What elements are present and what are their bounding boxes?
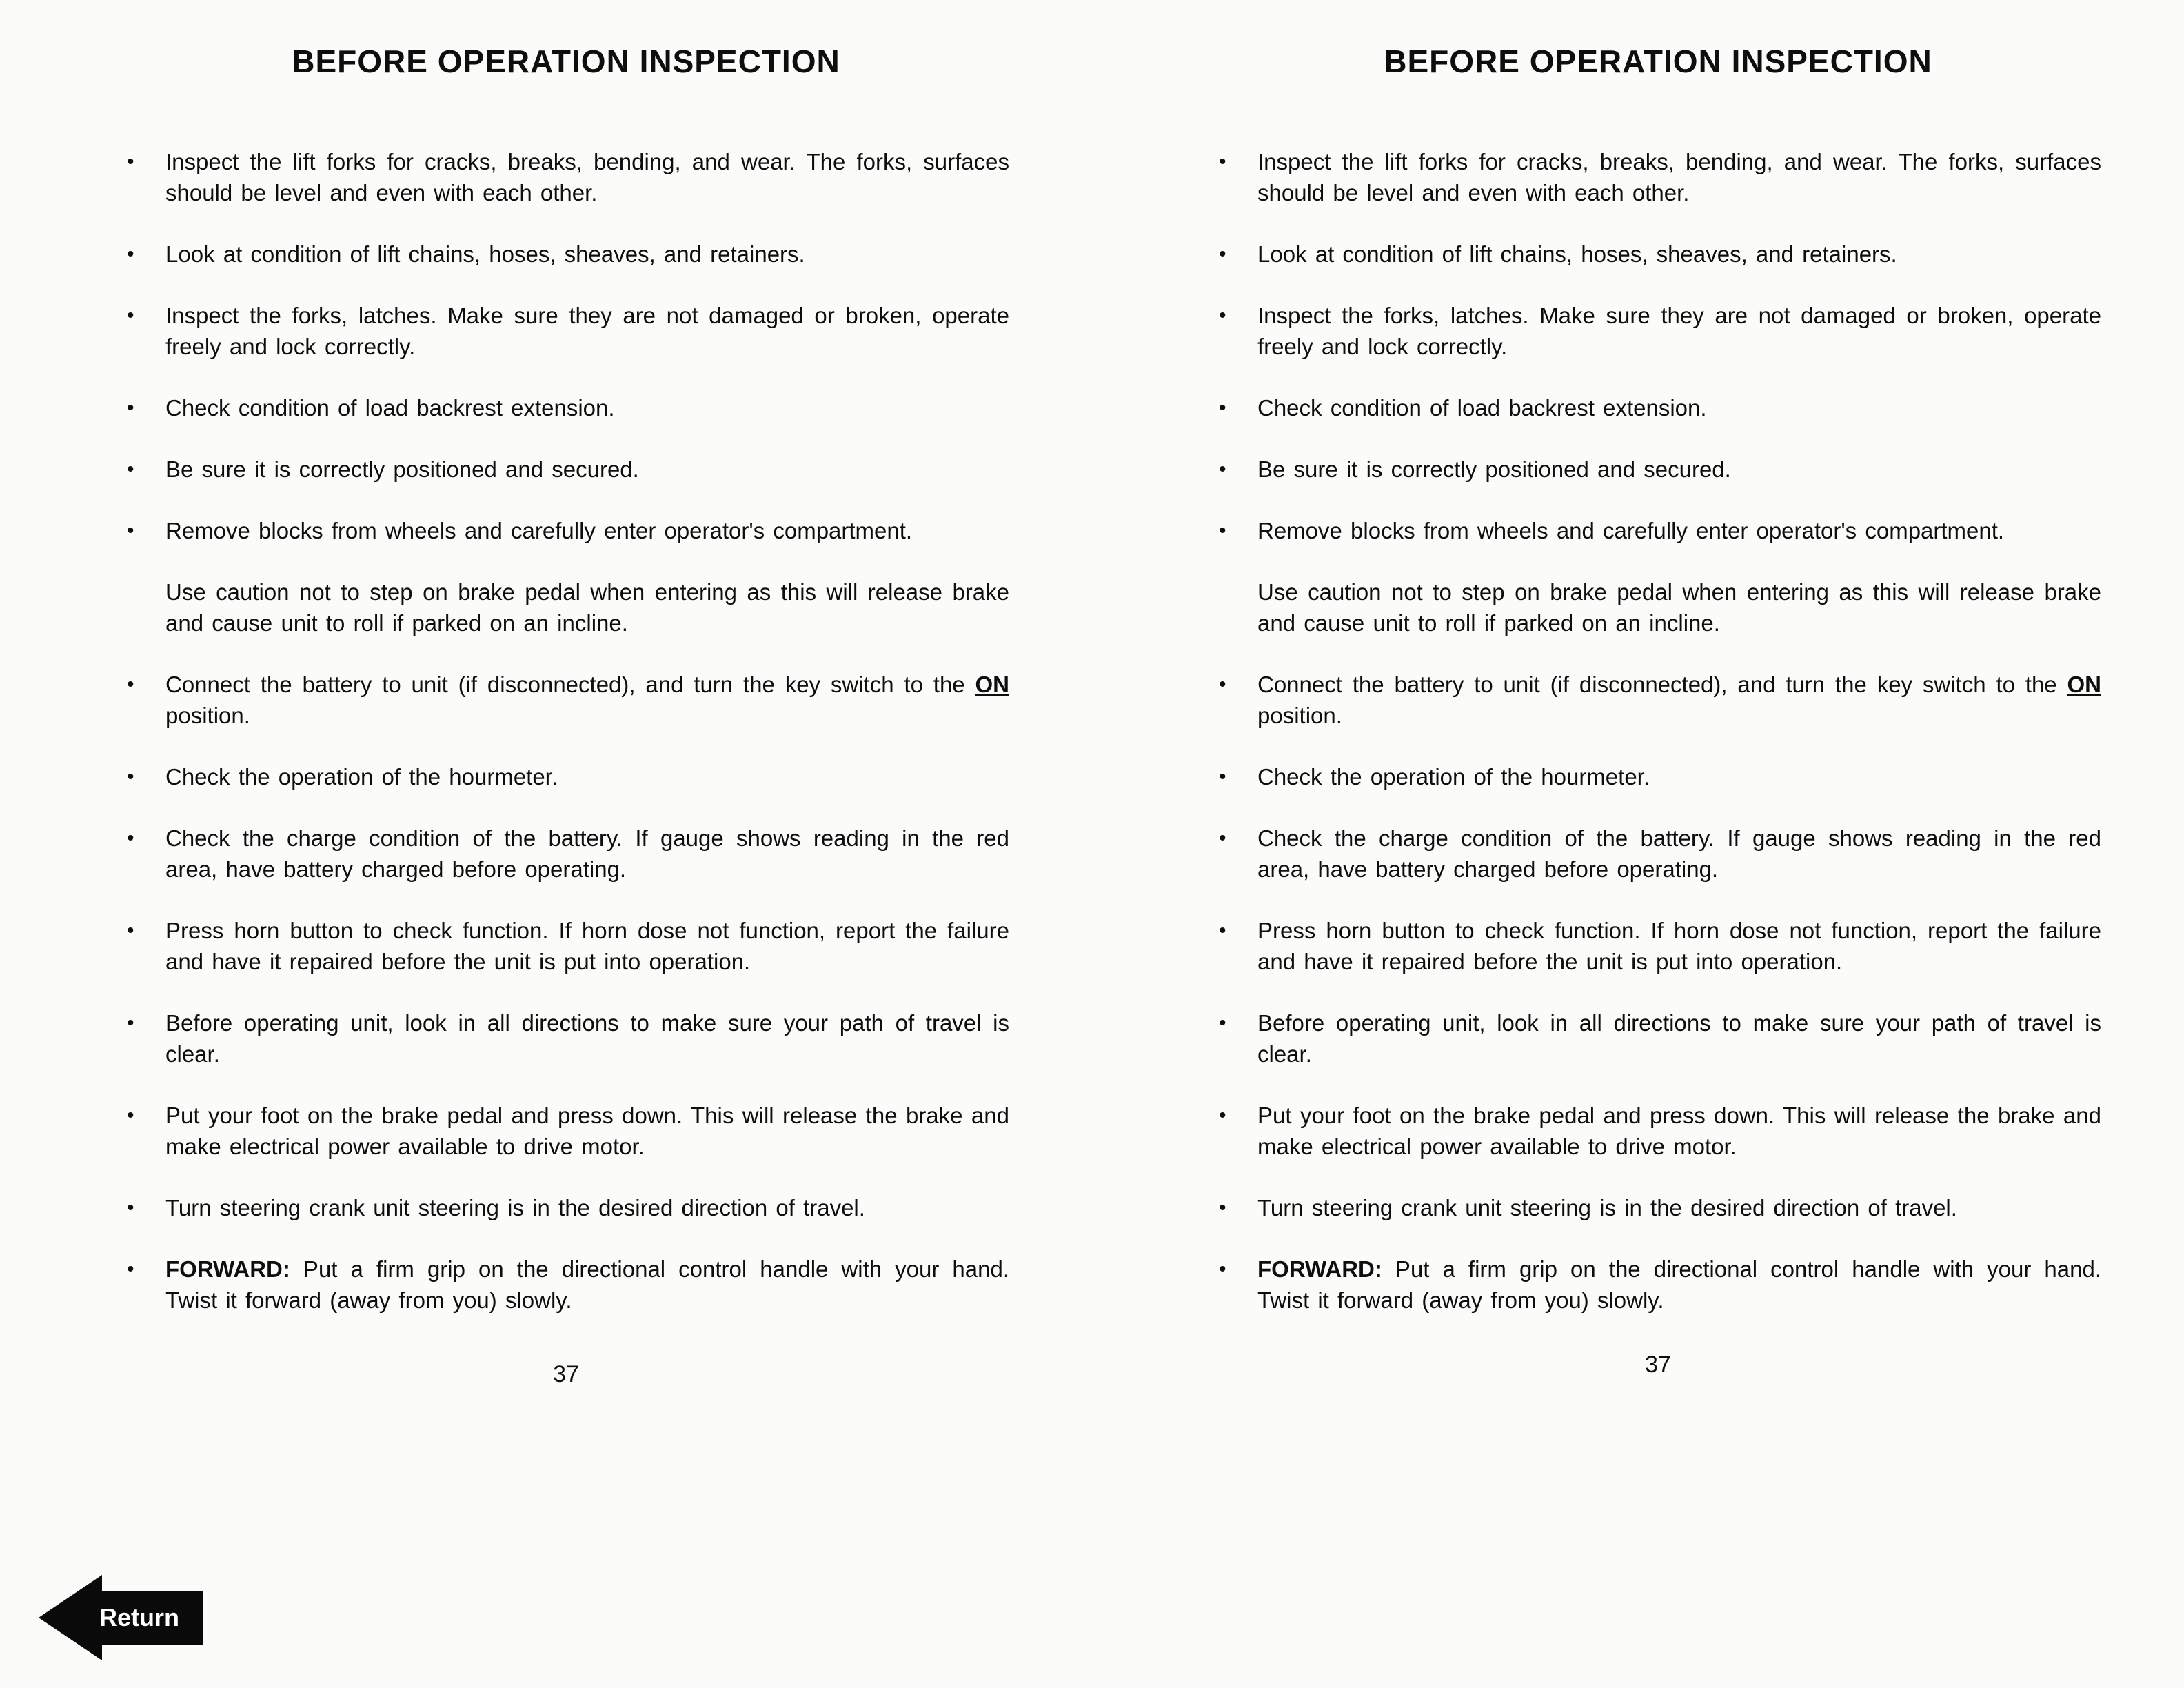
bullet-text: Use caution not to step on brake pedal when entering as this will release brake and cause unit to roll if parked on an incline. (165, 579, 1009, 636)
list-item (123, 1254, 1009, 1316)
list-item-row (123, 669, 1009, 731)
bullet-text: Connect the battery to unit (if disconnected), and turn the key switch to the ON position. (165, 672, 1009, 728)
list-item-row (1215, 1100, 2101, 1162)
page-title: BEFORE OPERATION INSPECTION (1384, 43, 1932, 79)
list-item-row (123, 515, 1009, 546)
page-left (123, 43, 1009, 1688)
bullet-marker: • (127, 919, 134, 942)
bullet-text: FORWARD: Put a firm grip on the directional control handle with your hand. Twist it forward (away from you) slowly. (1257, 1256, 2101, 1313)
list-item (1215, 1100, 2101, 1162)
list-item (1215, 515, 2101, 639)
bullet-marker: • (1219, 519, 1226, 542)
bullet-text: Before operating unit, look in all directions to make sure your path of travel is clear. (165, 1010, 1009, 1067)
list-item-row (1215, 1254, 2101, 1316)
list-item (123, 392, 1009, 423)
bullet-marker: • (1219, 1258, 1226, 1280)
list-item (1215, 1192, 2101, 1223)
list-item (123, 761, 1009, 792)
list-item (123, 300, 1009, 362)
bullet-marker: • (1219, 243, 1226, 265)
list-item-row (123, 454, 1009, 485)
list-item-row (123, 1192, 1009, 1223)
list-item (123, 454, 1009, 485)
list-item (1215, 823, 2101, 885)
list-item-row (1215, 300, 2101, 362)
list-item (123, 146, 1009, 208)
list-item-row (1215, 392, 2101, 423)
inspection-list (1215, 146, 2101, 1316)
list-item (1215, 761, 2101, 792)
bullet-text: Check the charge condition of the battery. If gauge shows reading in the red area, have battery charged before operating. (1257, 825, 2101, 882)
inspection-list (123, 146, 1009, 1316)
bullet-marker: • (127, 396, 134, 419)
bullet-text: Inspect the lift forks for cracks, breaks, bending, and wear. The forks, surfaces should be level and even with each other. (1257, 149, 2101, 205)
bullet-marker: • (1219, 150, 1226, 173)
list-item (123, 239, 1009, 270)
bullet-text: Put your foot on the brake pedal and press down. This will release the brake and make electrical power available to drive motor. (1257, 1103, 2101, 1159)
bullet-marker (1215, 576, 1257, 639)
return-button[interactable] (39, 1575, 203, 1660)
list-item-row (1215, 761, 2101, 792)
bullet-marker: • (1219, 1012, 1226, 1034)
list-item-row (123, 915, 1009, 977)
bullet-text: Remove blocks from wheels and carefully enter operator's compartment. (165, 518, 913, 543)
list-item-row (123, 1254, 1009, 1316)
bullet-marker: • (1219, 919, 1226, 942)
list-item (123, 1192, 1009, 1223)
list-item-row (123, 1007, 1009, 1069)
list-item (1215, 239, 2101, 270)
bullet-marker: • (127, 1104, 134, 1127)
bullet-marker: • (127, 458, 134, 481)
list-item-row (123, 146, 1009, 208)
bullet-marker: • (1219, 673, 1226, 696)
bullet-marker: • (1219, 458, 1226, 481)
bullet-text: Check the operation of the hourmeter. (1257, 764, 1650, 790)
list-item (1215, 1007, 2101, 1069)
list-item-row (1215, 669, 2101, 731)
list-item (1215, 454, 2101, 485)
list-item-row (1215, 515, 2101, 546)
return-button-label: Return (92, 1591, 203, 1645)
list-item (1215, 1254, 2101, 1316)
bullet-text: Turn steering crank unit steering is in the desired direction of travel. (165, 1195, 865, 1220)
bullet-text: FORWARD: Put a firm grip on the directional control handle with your hand. Twist it forward (away from you) slowly. (165, 1256, 1009, 1313)
list-item (123, 1100, 1009, 1162)
page-number: 37 (553, 1361, 579, 1387)
bullet-marker: • (127, 519, 134, 542)
list-item (1215, 669, 2101, 731)
bullet-text: Press horn button to check function. If horn dose not function, report the failure and have it repaired before the unit is put into operation. (1257, 918, 2101, 974)
list-item (123, 669, 1009, 731)
bullet-text: Turn steering crank unit steering is in the desired direction of travel. (1257, 1195, 1957, 1220)
list-item (1215, 915, 2101, 977)
list-item (123, 1007, 1009, 1069)
bullet-marker: • (127, 150, 134, 173)
bullet-text: Check the charge condition of the battery. If gauge shows reading in the red area, have battery charged before operating. (165, 825, 1009, 882)
bullet-text: Be sure it is correctly positioned and secured. (1257, 456, 1731, 482)
page-right (1215, 43, 2101, 1688)
list-item-row (123, 300, 1009, 362)
bullet-text: Look at condition of lift chains, hoses, sheaves, and retainers. (165, 241, 805, 267)
list-item-row (1215, 915, 2101, 977)
bullet-marker: • (127, 304, 134, 327)
list-item-row (1215, 1007, 2101, 1069)
list-item-row (1215, 146, 2101, 208)
list-item (123, 823, 1009, 885)
list-item-row (123, 761, 1009, 792)
bullet-text: Inspect the forks, latches. Make sure they are not damaged or broken, operate freely and lock correctly. (1257, 303, 2101, 359)
list-item (1215, 146, 2101, 208)
bullet-marker: • (127, 673, 134, 696)
bullet-text: Check condition of load backrest extension. (1257, 395, 1707, 421)
bullet-text: Before operating unit, look in all directions to make sure your path of travel is clear. (1257, 1010, 2101, 1067)
bullet-marker: • (127, 765, 134, 788)
bullet-text: Inspect the lift forks for cracks, breaks, bending, and wear. The forks, surfaces should be level and even with each other. (165, 149, 1009, 205)
bullet-marker: • (127, 1012, 134, 1034)
bullet-marker: • (1219, 827, 1226, 850)
bullet-text: Check the operation of the hourmeter. (165, 764, 558, 790)
bullet-text: Remove blocks from wheels and carefully enter operator's compartment. (1257, 518, 2005, 543)
bullet-text: Look at condition of lift chains, hoses, sheaves, and retainers. (1257, 241, 1897, 267)
bullet-marker (123, 576, 165, 639)
list-item-row (123, 239, 1009, 270)
bullet-marker: • (127, 1258, 134, 1280)
bullet-text: Check condition of load backrest extension. (165, 395, 615, 421)
page-title: BEFORE OPERATION INSPECTION (292, 43, 840, 79)
bullet-marker: • (1219, 304, 1226, 327)
page-number: 37 (1645, 1352, 1671, 1378)
list-item-continuation (1215, 576, 2101, 639)
bullet-marker: • (127, 1196, 134, 1219)
list-item-row (123, 392, 1009, 423)
bullet-text: Use caution not to step on brake pedal when entering as this will release brake and cause unit to roll if parked on an incline. (1257, 579, 2101, 636)
list-item-continuation (123, 576, 1009, 639)
list-item (123, 515, 1009, 639)
list-item-row (1215, 239, 2101, 270)
bullet-marker: • (1219, 1196, 1226, 1219)
list-item (123, 915, 1009, 977)
bullet-marker: • (127, 827, 134, 850)
bullet-text: Inspect the forks, latches. Make sure they are not damaged or broken, operate freely and lock correctly. (165, 303, 1009, 359)
bullet-marker: • (1219, 765, 1226, 788)
bullet-marker: • (1219, 396, 1226, 419)
bullet-text: Put your foot on the brake pedal and press down. This will release the brake and make electrical power available to drive motor. (165, 1103, 1009, 1159)
list-item-row (123, 823, 1009, 885)
bullet-text: Press horn button to check function. If horn dose not function, report the failure and have it repaired before the unit is put into operation. (165, 918, 1009, 974)
list-item-row (1215, 454, 2101, 485)
list-item (1215, 300, 2101, 362)
bullet-marker: • (127, 243, 134, 265)
list-item (1215, 392, 2101, 423)
bullet-marker: • (1219, 1104, 1226, 1127)
list-item-row (1215, 1192, 2101, 1223)
list-item-row (1215, 823, 2101, 885)
list-item-row (123, 1100, 1009, 1162)
bullet-text: Connect the battery to unit (if disconnected), and turn the key switch to the ON position. (1257, 672, 2101, 728)
bullet-text: Be sure it is correctly positioned and secured. (165, 456, 639, 482)
